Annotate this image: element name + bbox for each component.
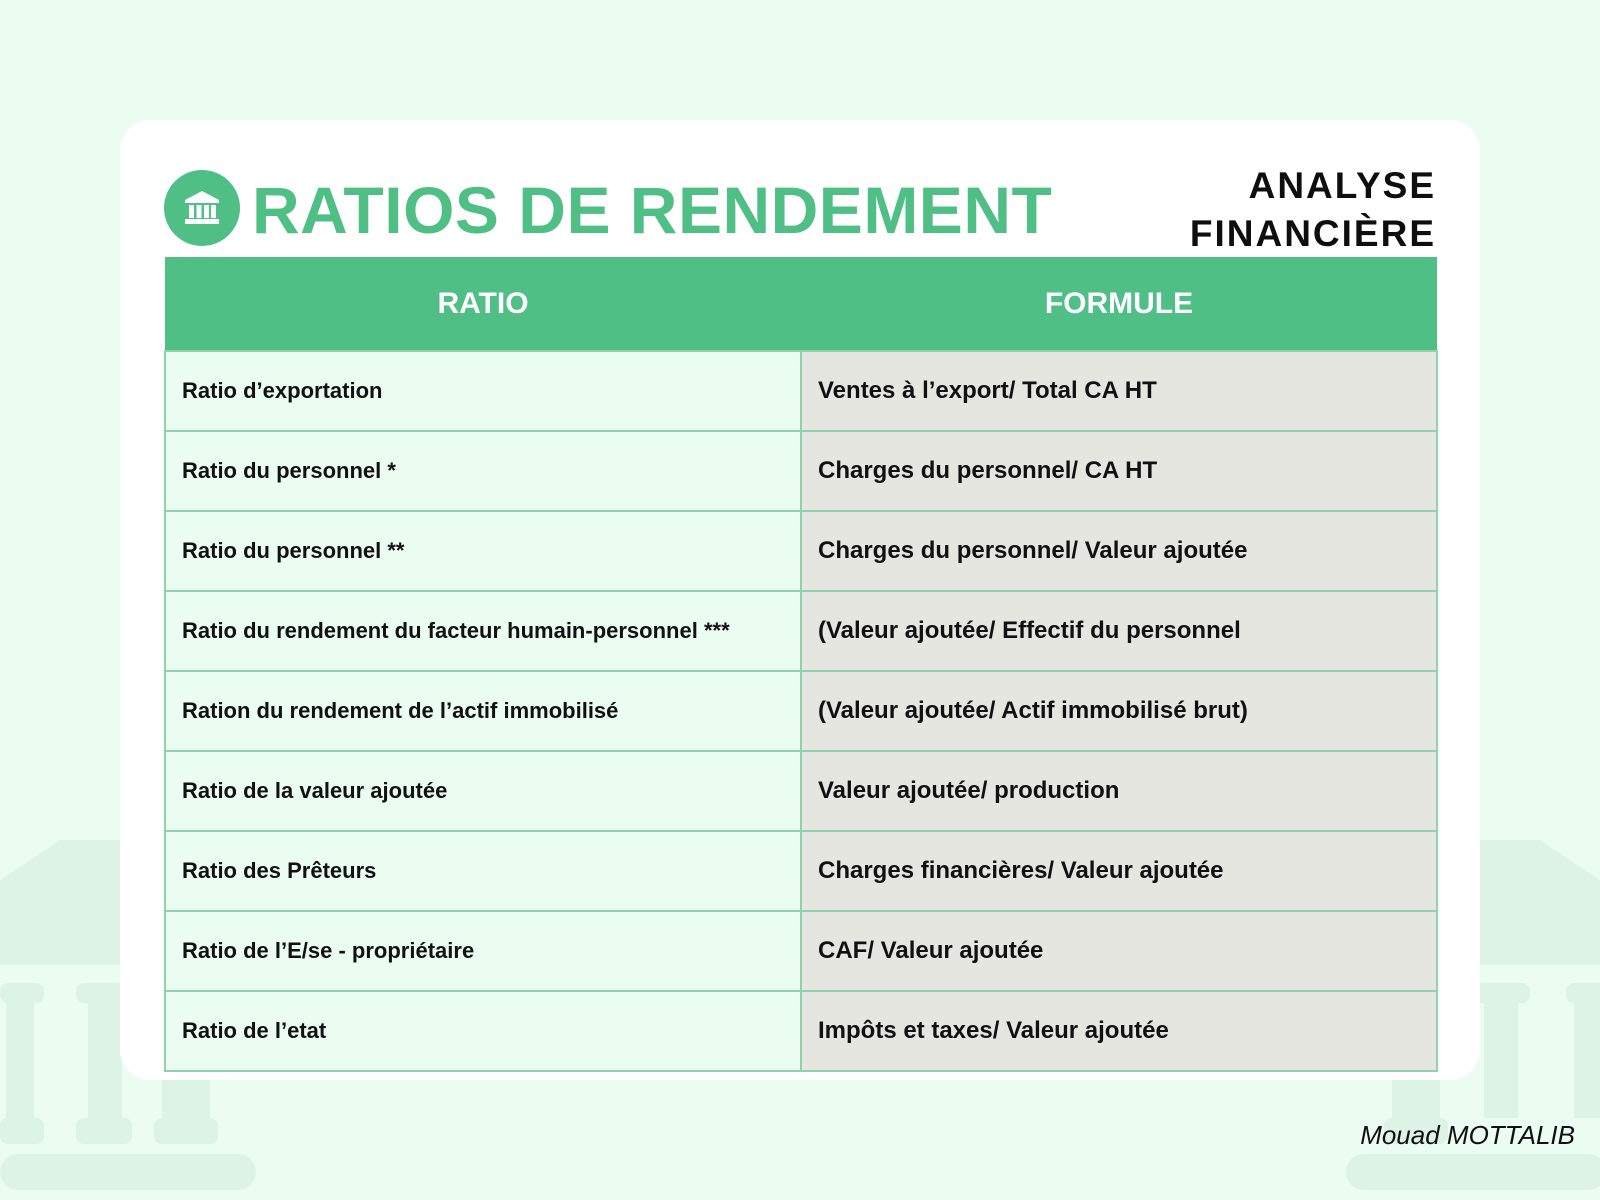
- ratio-name-cell: Ratio du rendement du facteur humain-personnel ***: [165, 591, 801, 671]
- table-row: [165, 911, 1437, 991]
- bank-building-icon: [182, 188, 222, 228]
- ratio-name-cell: Ratio du personnel *: [165, 431, 801, 511]
- column-header-formule: FORMULE: [801, 257, 1437, 351]
- ratio-name-cell: Ratio de l’etat: [165, 991, 801, 1071]
- subtitle-line-2: FINANCIÈRE: [1189, 213, 1436, 254]
- table-header-row: [165, 257, 1437, 351]
- table-row: [165, 671, 1437, 751]
- ratio-name-cell: Ratio de l’E/se - propriétaire: [165, 911, 801, 991]
- table-row: [165, 511, 1437, 591]
- subtitle-line-1: ANALYSE: [1248, 165, 1436, 206]
- subtitle: [1190, 162, 1436, 258]
- logo-badge: [164, 170, 240, 246]
- formula-cell: Charges financières/ Valeur ajoutée: [801, 831, 1437, 911]
- table-row: [165, 831, 1437, 911]
- formula-cell: Impôts et taxes/ Valeur ajoutée: [801, 991, 1437, 1071]
- table-row: [165, 751, 1437, 831]
- formula-cell: CAF/ Valeur ajoutée: [801, 911, 1437, 991]
- formula-cell: (Valeur ajoutée/ Effectif du personnel: [801, 591, 1437, 671]
- ratio-name-cell: Ratio de la valeur ajoutée: [165, 751, 801, 831]
- table-row: [165, 431, 1437, 511]
- formula-cell: (Valeur ajoutée/ Actif immobilisé brut): [801, 671, 1437, 751]
- table-row: [165, 991, 1437, 1071]
- table-row: [165, 591, 1437, 671]
- author-signature: Mouad MOTTALIB: [1360, 1120, 1575, 1150]
- ratio-name-cell: Ration du rendement de l’actif immobilisé: [165, 671, 801, 751]
- ratio-name-cell: Ratio du personnel **: [165, 511, 801, 591]
- ratio-name-cell: Ratio des Prêteurs: [165, 831, 801, 911]
- column-header-ratio: RATIO: [165, 257, 801, 351]
- formula-cell: Ventes à l’export/ Total CA HT: [801, 351, 1437, 431]
- formula-cell: Charges du personnel/ Valeur ajoutée: [801, 511, 1437, 591]
- formula-cell: Valeur ajoutée/ production: [801, 751, 1437, 831]
- table-row: [165, 351, 1437, 431]
- formula-cell: Charges du personnel/ CA HT: [801, 431, 1437, 511]
- page-title: RATIOS DE RENDEMENT: [252, 173, 1053, 247]
- ratio-name-cell: Ratio d’exportation: [165, 351, 801, 431]
- ratios-table: [164, 257, 1438, 1072]
